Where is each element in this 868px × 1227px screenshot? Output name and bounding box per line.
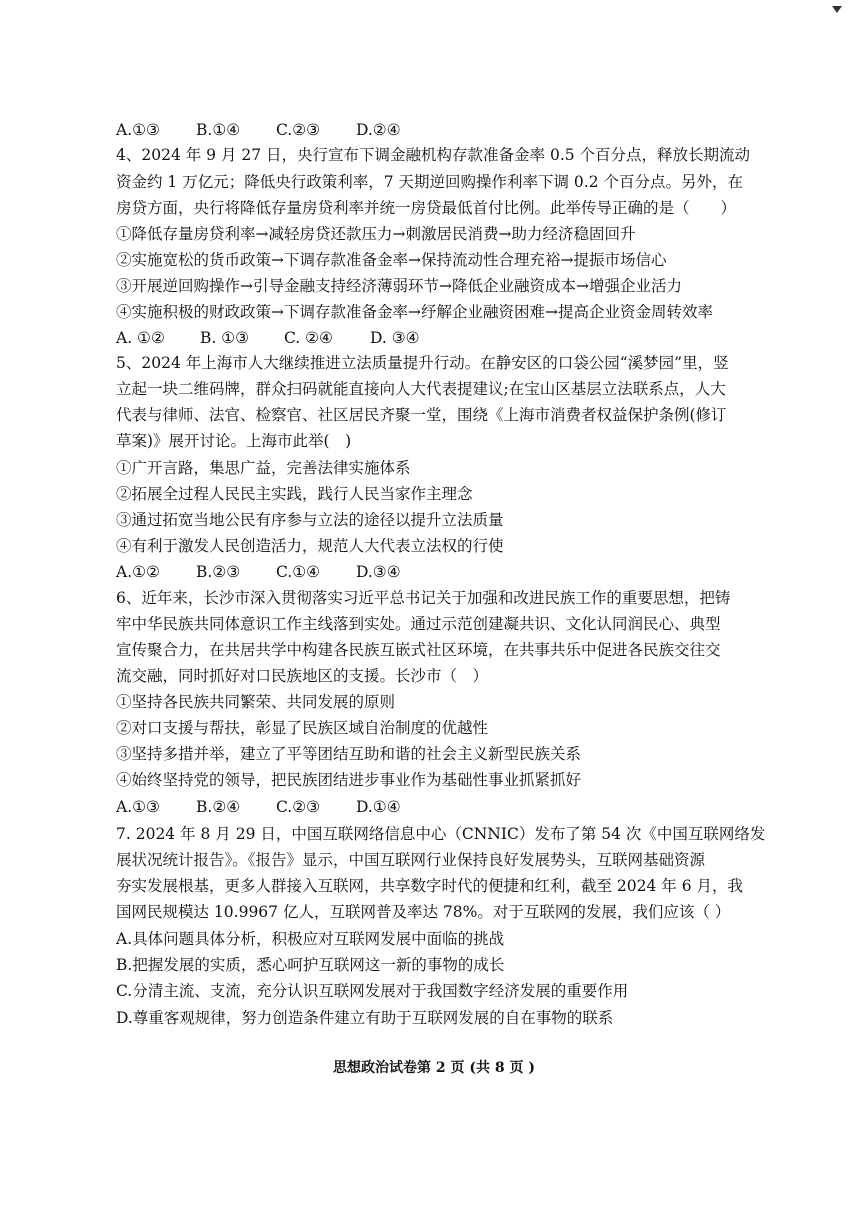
q4-stem-line: 4、2024 年 9 月 27 日，央行宣布下调金融机构存款准备金率 0.5 个百分点，释放长期流动 xyxy=(116,146,751,164)
option: A.①③ xyxy=(116,798,160,816)
q5-stem-line: 草案)》展开讨论。上海市此举( ) xyxy=(116,432,352,450)
option: D. ③④ xyxy=(370,329,420,347)
option: D.③④ xyxy=(356,563,401,581)
q7-stem-line: 7. 2024 年 8 月 29 日，中国互联网络信息中心（CNNIC）发布了第 54 次《中国互联网络发 xyxy=(116,825,766,843)
q7-stem-line: 国网民规模达 10.9967 亿人，互联网普及率达 78%。对于互联网的发展，我们应该（ ） xyxy=(116,903,731,921)
q4-item: ④实施积极的财政政策→下调存款准备金率→纾解企业融资困难→提高企业资金周转效率 xyxy=(116,303,713,321)
option: A.①③ xyxy=(116,121,160,139)
option: C.②③ xyxy=(276,121,321,139)
q5-item: ①广开言路，集思广益，完善法律实施体系 xyxy=(116,459,411,477)
q4-item: ③开展逆回购操作→引导金融支持经济薄弱环节→降低企业融资成本→增强企业活力 xyxy=(116,277,682,295)
q7-choice: B.把握发展的实质，悉心呵护互联网这一新的事物的成长 xyxy=(116,956,505,974)
q7-choice: C.分清主流、支流，充分认识互联网发展对于我国数字经济发展的重要作用 xyxy=(116,982,629,1000)
q4-item: ①降低存量房贷利率→减轻房贷还款压力→刺激居民消费→助力经济稳固回升 xyxy=(116,225,636,243)
q4-stem-line: 资金约 1 万亿元；降低央行政策利率，7 天期逆回购操作利率下调 0.2 个百分点。另外，在 xyxy=(116,173,744,191)
q7-stem-line: 展状况统计报告》。《报告》显示，中国互联网行业保持良好发展势头，互联网基础资源 xyxy=(116,851,706,869)
option: A.①② xyxy=(116,563,160,581)
q6-item: ③坚持多措并举，建立了平等团结互助和谐的社会主义新型民族关系 xyxy=(116,745,582,763)
q5-item: ③通过拓宽当地公民有序参与立法的途径以提升立法质量 xyxy=(116,511,504,529)
option: B.②③ xyxy=(196,563,241,581)
q6-stem-line: 6、近年来，长沙市深入贯彻落实习近平总书记关于加强和改进民族工作的重要思想，把铸 xyxy=(116,589,731,607)
corner-arrow-icon xyxy=(832,6,842,13)
option: B. ①③ xyxy=(200,329,250,347)
q3-options xyxy=(116,120,401,140)
page-footer: 思想政治试卷第 2 页 (共 8 页 ) xyxy=(333,1060,535,1076)
q4-options xyxy=(116,328,420,348)
option: C. ②④ xyxy=(284,329,333,347)
q6-options xyxy=(116,797,401,817)
q5-stem-line: 代表与律师、法官、检察官、社区居民齐聚一堂，围绕《上海市消费者权益保护条例(修订 xyxy=(116,406,727,424)
q7-choice: A.具体问题具体分析，积极应对互联网发展中面临的挑战 xyxy=(116,930,505,948)
q6-item: ④始终坚持党的领导，把民族团结进步事业作为基础性事业抓紧抓好 xyxy=(116,771,582,789)
q6-stem-line: 流交融，同时抓好对口民族地区的支援。长沙市（ ） xyxy=(116,667,489,685)
option: C.①④ xyxy=(276,563,321,581)
q5-item: ④有利于激发人民创造活力，规范人大代表立法权的行使 xyxy=(116,537,504,555)
option: A. ①② xyxy=(116,329,165,347)
q7-stem-line: 夯实发展根基，更多人群接入互联网，共享数字时代的便捷和红利，截至 2024 年 6 月，我 xyxy=(116,877,744,895)
option: C.②③ xyxy=(276,798,321,816)
q5-stem-line: 立起一块二维码牌，群众扫码就能直接向人大代表提建议;在宝山区基层立法联系点，人大 xyxy=(116,380,726,398)
q6-stem-line: 牢中华民族共同体意识工作主线落到实处。通过示范创建凝共识、文化认同润民心、典型 xyxy=(116,615,721,633)
q7-choice: D.尊重客观规律，努力创造条件建立有助于互联网发展的自在事物的联系 xyxy=(116,1009,614,1027)
q5-item: ②拓展全过程人民民主实践，践行人民当家作主理念 xyxy=(116,485,473,503)
q4-item: ②实施宽松的货币政策→下调存款准备金率→保持流动性合理充裕→提振市场信心 xyxy=(116,251,667,269)
q6-stem-line: 宣传聚合力，在共居共学中构建各民族互嵌式社区环境，在共事共乐中促进各民族交往交 xyxy=(116,641,721,659)
q4-stem-line: 房贷方面，央行将降低存量房贷利率并统一房贷最低首付比例。此举传导正确的是（ ） xyxy=(116,199,737,217)
q6-item: ②对口支援与帮扶，彰显了民族区域自治制度的优越性 xyxy=(116,719,489,737)
option: B.②④ xyxy=(196,798,241,816)
option: D.②④ xyxy=(356,121,401,139)
q5-stem-line: 5、2024 年上海市人大继续推进立法质量提升行动。在静安区的口袋公园“溪梦园”里，竖 xyxy=(116,354,729,372)
option: B.①④ xyxy=(196,121,241,139)
q5-options xyxy=(116,562,401,582)
q6-item: ①坚持各民族共同繁荣、共同发展的原则 xyxy=(116,693,396,711)
option: D.①④ xyxy=(356,798,401,816)
